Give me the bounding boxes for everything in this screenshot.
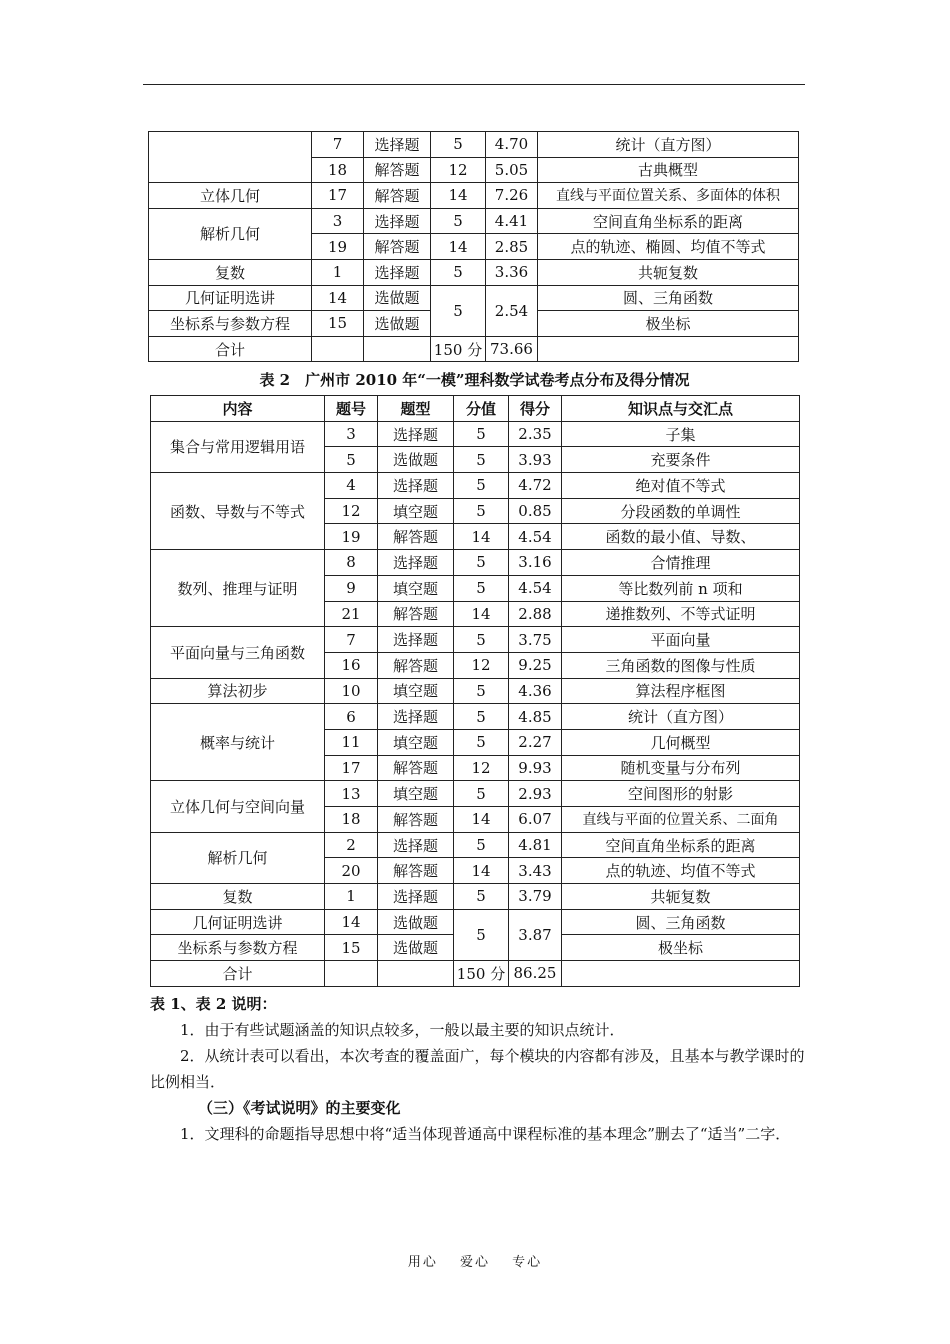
- table-row: [151, 627, 800, 653]
- table-row-total: [149, 336, 799, 362]
- cell-score: 5: [431, 285, 486, 336]
- cell-content: [149, 132, 312, 183]
- cell-score: 14: [431, 234, 486, 260]
- cell-points: 共轭复数: [538, 259, 799, 285]
- cell-score: 5: [454, 729, 509, 755]
- cell-type: 选择题: [364, 259, 431, 285]
- cell-got: 5.05: [486, 157, 538, 183]
- table-row: [151, 781, 800, 807]
- cell-type: 解答题: [378, 807, 454, 833]
- cell-got: 3.79: [509, 884, 562, 910]
- cell-score: 5: [454, 781, 509, 807]
- cell-type: 填空题: [378, 678, 454, 704]
- cell-points: 子集: [562, 421, 800, 447]
- cell-type: 选择题: [378, 704, 454, 730]
- cell-score: 5: [431, 132, 486, 158]
- table-row: [151, 550, 800, 576]
- table-row: [149, 285, 799, 311]
- cell-type: 解答题: [378, 755, 454, 781]
- cell-score: 5: [454, 884, 509, 910]
- cell-score: 150 分: [454, 961, 509, 987]
- cell-got: 2.27: [509, 729, 562, 755]
- cell-score: 5: [454, 627, 509, 653]
- cell-num: 3: [312, 208, 364, 234]
- cell-content: 立体几何与空间向量: [151, 781, 325, 832]
- cell-type: 填空题: [378, 575, 454, 601]
- cell-num: 7: [312, 132, 364, 158]
- table-1: [148, 131, 799, 362]
- cell-num: 9: [325, 575, 378, 601]
- cell-num: 14: [325, 909, 378, 935]
- cell-points: 分段函数的单调性: [562, 498, 800, 524]
- cell-got: 2.35: [509, 421, 562, 447]
- cell-got: 4.81: [509, 832, 562, 858]
- cell-got: 2.93: [509, 781, 562, 807]
- cell-num: 13: [325, 781, 378, 807]
- cell-type: 选做题: [364, 311, 431, 337]
- cell-content: 合计: [151, 961, 325, 987]
- cell-num: 4: [325, 473, 378, 499]
- cell-points: 圆、三角函数: [562, 909, 800, 935]
- table-2: [150, 395, 800, 987]
- cell-score: 14: [454, 524, 509, 550]
- cell-content: 复数: [149, 259, 312, 285]
- cell-type: 解答题: [364, 234, 431, 260]
- cell-got: 4.41: [486, 208, 538, 234]
- cell-num: 19: [312, 234, 364, 260]
- cell-got: 4.70: [486, 132, 538, 158]
- cell-type: 选做题: [378, 909, 454, 935]
- cell-points: 三角函数的图像与性质: [562, 652, 800, 678]
- cell-score: 5: [454, 498, 509, 524]
- table-row: [149, 259, 799, 285]
- cell-content: 几何证明选讲: [149, 285, 312, 311]
- cell-score: 5: [431, 259, 486, 285]
- cell-got: 2.85: [486, 234, 538, 260]
- cell-type: 选择题: [364, 208, 431, 234]
- cell-num: [325, 961, 378, 987]
- cell-got: 2.54: [486, 285, 538, 336]
- cell-content: 坐标系与参数方程: [151, 935, 325, 961]
- cell-points: 极坐标: [562, 935, 800, 961]
- cell-num: 1: [325, 884, 378, 910]
- cell-content: 平面向量与三角函数: [151, 627, 325, 678]
- cell-type: 填空题: [378, 781, 454, 807]
- cell-type: 填空题: [378, 729, 454, 755]
- table-row: [151, 421, 800, 447]
- header-got: 得分: [509, 396, 562, 422]
- cell-type: 填空题: [378, 498, 454, 524]
- cell-score: 5: [454, 421, 509, 447]
- cell-points: 直线与平面的位置关系、二面角: [562, 807, 800, 833]
- cell-num: 15: [312, 311, 364, 337]
- cell-num: 6: [325, 704, 378, 730]
- cell-type: 选择题: [378, 832, 454, 858]
- cell-points: 统计（直方图）: [538, 132, 799, 158]
- header-rule: [143, 84, 805, 85]
- cell-points: 空间直角坐标系的距离: [562, 832, 800, 858]
- cell-got: 4.54: [509, 575, 562, 601]
- cell-points: 共轭复数: [562, 884, 800, 910]
- cell-score: 14: [454, 601, 509, 627]
- table-row: [151, 832, 800, 858]
- cell-score: 5: [431, 208, 486, 234]
- cell-num: 7: [325, 627, 378, 653]
- cell-score: 5: [454, 678, 509, 704]
- cell-num: 20: [325, 858, 378, 884]
- cell-type: 选择题: [378, 421, 454, 447]
- cell-type: 解答题: [378, 601, 454, 627]
- table-row-total: [151, 961, 800, 987]
- notes-section: [150, 991, 810, 1147]
- notes-title: 表 1、表 2 说明：: [150, 995, 277, 1013]
- table-row: [149, 208, 799, 234]
- cell-num: 5: [325, 447, 378, 473]
- cell-type: 解答题: [378, 858, 454, 884]
- table-2-caption: 表 2 广州市 2010 年“一模”理科数学试卷考点分布及得分情况: [259, 371, 690, 389]
- cell-got: 9.25: [509, 652, 562, 678]
- cell-type: 选择题: [378, 884, 454, 910]
- cell-points: 统计（直方图）: [562, 704, 800, 730]
- cell-num: 11: [325, 729, 378, 755]
- cell-content: 概率与统计: [151, 704, 325, 781]
- cell-got: 3.16: [509, 550, 562, 576]
- cell-points: 算法程序框图: [562, 678, 800, 704]
- cell-type: 选择题: [378, 550, 454, 576]
- header-num: 题号: [325, 396, 378, 422]
- note-item-1: 1．由于有些试题涵盖的知识点较多，一般以最主要的知识点统计．: [180, 1021, 625, 1039]
- cell-type: 选择题: [378, 627, 454, 653]
- cell-type: 选做题: [378, 935, 454, 961]
- cell-got: 6.07: [509, 807, 562, 833]
- cell-points: 随机变量与分布列: [562, 755, 800, 781]
- cell-content: 集合与常用逻辑用语: [151, 421, 325, 472]
- cell-content: 数列、推理与证明: [151, 550, 325, 627]
- page-footer: [0, 1251, 950, 1270]
- table-row: [151, 678, 800, 704]
- cell-got: 86.25: [509, 961, 562, 987]
- cell-score: 5: [454, 473, 509, 499]
- cell-points: 等比数列前 n 项和: [562, 575, 800, 601]
- cell-points: 函数的最小值、导数、: [562, 524, 800, 550]
- cell-got: 4.85: [509, 704, 562, 730]
- cell-points: 直线与平面位置关系、多面体的体积: [538, 183, 799, 209]
- section-heading: （三）《考试说明》的主要变化: [198, 1099, 401, 1117]
- cell-num: 15: [325, 935, 378, 961]
- cell-score: 14: [454, 858, 509, 884]
- cell-points: 绝对值不等式: [562, 473, 800, 499]
- cell-num: 18: [312, 157, 364, 183]
- cell-content: 复数: [151, 884, 325, 910]
- header-points: 知识点与交汇点: [562, 396, 800, 422]
- cell-points: [538, 336, 799, 362]
- cell-type: 解答题: [364, 183, 431, 209]
- cell-type: 选做题: [378, 447, 454, 473]
- cell-num: [312, 336, 364, 362]
- cell-num: 21: [325, 601, 378, 627]
- cell-points: 充要条件: [562, 447, 800, 473]
- cell-num: 17: [325, 755, 378, 781]
- cell-points: 圆、三角函数: [538, 285, 799, 311]
- cell-score: 12: [454, 755, 509, 781]
- cell-content: 算法初步: [151, 678, 325, 704]
- cell-num: 2: [325, 832, 378, 858]
- cell-score: 5: [454, 909, 509, 960]
- cell-num: 10: [325, 678, 378, 704]
- cell-num: 16: [325, 652, 378, 678]
- cell-content: 解析几何: [149, 208, 312, 259]
- cell-points: 古典概型: [538, 157, 799, 183]
- table-row: [151, 704, 800, 730]
- footer-text: 专心: [512, 1255, 543, 1270]
- cell-points: 递推数列、不等式证明: [562, 601, 800, 627]
- footer-text: 爱心: [459, 1255, 490, 1270]
- cell-points: 点的轨迹、均值不等式: [562, 858, 800, 884]
- cell-type: [364, 336, 431, 362]
- cell-num: 1: [312, 259, 364, 285]
- header-type: 题型: [378, 396, 454, 422]
- cell-type: [378, 961, 454, 987]
- cell-got: 9.93: [509, 755, 562, 781]
- cell-score: 5: [454, 704, 509, 730]
- table-row: [149, 132, 799, 158]
- footer-text: 用心: [407, 1255, 438, 1270]
- cell-num: 19: [325, 524, 378, 550]
- cell-num: 3: [325, 421, 378, 447]
- cell-points: [562, 961, 800, 987]
- cell-num: 8: [325, 550, 378, 576]
- table-row: [149, 183, 799, 209]
- table-row: [151, 909, 800, 935]
- cell-content: 立体几何: [149, 183, 312, 209]
- cell-num: 14: [312, 285, 364, 311]
- cell-score: 5: [454, 550, 509, 576]
- cell-got: 73.66: [486, 336, 538, 362]
- cell-got: 7.26: [486, 183, 538, 209]
- cell-content: 合计: [149, 336, 312, 362]
- cell-got: 3.75: [509, 627, 562, 653]
- cell-got: 3.43: [509, 858, 562, 884]
- cell-points: 空间直角坐标系的距离: [538, 208, 799, 234]
- cell-content: 函数、导数与不等式: [151, 473, 325, 550]
- cell-points: 点的轨迹、椭圆、均值不等式: [538, 234, 799, 260]
- note-item-2: 2．从统计表可以看出，本次考查的覆盖面广，每个模块的内容都有涉及，且基本与教学课时的比例相当．: [150, 1047, 805, 1091]
- cell-got: 0.85: [509, 498, 562, 524]
- cell-score: 150 分: [431, 336, 486, 362]
- cell-score: 14: [431, 183, 486, 209]
- cell-points: 几何概型: [562, 729, 800, 755]
- header-content: 内容: [151, 396, 325, 422]
- cell-points: 合情推理: [562, 550, 800, 576]
- cell-num: 12: [325, 498, 378, 524]
- table-header-row: [151, 396, 800, 422]
- cell-type: 解答题: [378, 652, 454, 678]
- cell-points: 平面向量: [562, 627, 800, 653]
- cell-got: 3.87: [509, 909, 562, 960]
- cell-num: 18: [325, 807, 378, 833]
- cell-got: 4.72: [509, 473, 562, 499]
- cell-content: 解析几何: [151, 832, 325, 883]
- cell-got: 3.36: [486, 259, 538, 285]
- cell-got: 2.88: [509, 601, 562, 627]
- cell-points: 空间图形的射影: [562, 781, 800, 807]
- cell-num: 17: [312, 183, 364, 209]
- cell-score: 5: [454, 832, 509, 858]
- header-score: 分值: [454, 396, 509, 422]
- cell-type: 解答题: [378, 524, 454, 550]
- cell-points: 极坐标: [538, 311, 799, 337]
- cell-type: 选做题: [364, 285, 431, 311]
- cell-score: 12: [454, 652, 509, 678]
- cell-score: 5: [454, 575, 509, 601]
- cell-score: 14: [454, 807, 509, 833]
- cell-got: 4.54: [509, 524, 562, 550]
- cell-content: 几何证明选讲: [151, 909, 325, 935]
- cell-got: 3.93: [509, 447, 562, 473]
- cell-got: 4.36: [509, 678, 562, 704]
- cell-type: 选择题: [378, 473, 454, 499]
- cell-score: 5: [454, 447, 509, 473]
- cell-content: 坐标系与参数方程: [149, 311, 312, 337]
- cell-type: 选择题: [364, 132, 431, 158]
- cell-score: 12: [431, 157, 486, 183]
- table-row: [151, 884, 800, 910]
- cell-type: 解答题: [364, 157, 431, 183]
- note-item-3: 1．文理科的命题指导思想中将“适当体现普通高中课程标准的基本理念”删去了“适当”二字．: [180, 1125, 791, 1143]
- table-row: [151, 473, 800, 499]
